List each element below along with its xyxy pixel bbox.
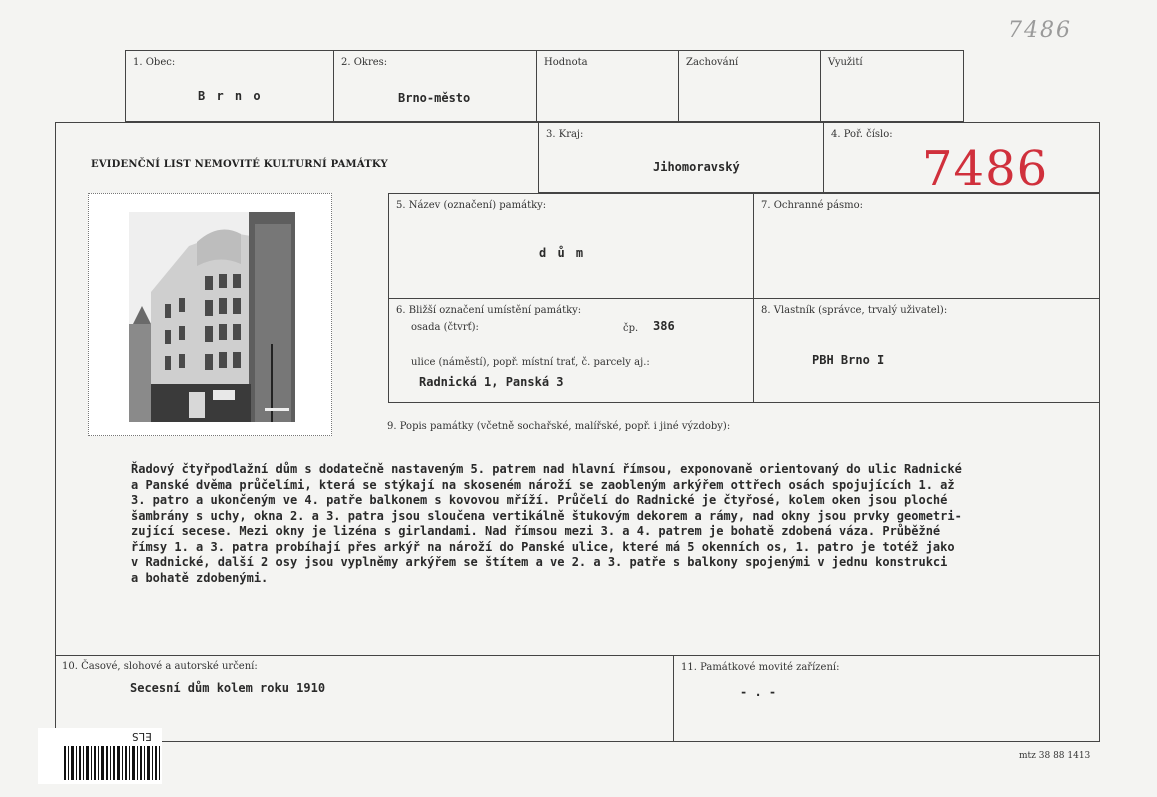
- popis-label: 9. Popis památky (včetně sochařské, malířské, popř. i jiné výzdoby):: [387, 421, 731, 432]
- hodnota-label: Hodnota: [544, 57, 588, 68]
- vlastnik-value: PBH Brno I: [812, 353, 885, 367]
- obec-value: B r n o: [198, 89, 263, 103]
- zachovani-label: Zachování: [686, 57, 739, 68]
- barcode-sticker: [38, 728, 162, 784]
- ochranne-pasmo-label: 7. Ochranné pásmo:: [761, 200, 864, 211]
- print-code: mtz 38 88 1413: [1019, 751, 1091, 761]
- cp-label: čp.: [623, 323, 639, 334]
- obec-label: 1. Obec:: [133, 57, 176, 68]
- field-vyuziti: [820, 50, 964, 122]
- field-umisteni: [388, 298, 754, 403]
- field-zachovani: [678, 50, 821, 122]
- field-okres: [333, 50, 537, 122]
- umisteni-label: 6. Bližší označení umístění památky:: [396, 305, 582, 316]
- field-por-cislo: [823, 122, 1100, 197]
- osada-label: osada (čtvrť):: [411, 322, 479, 333]
- vlastnik-label: 8. Vlastník (správce, trvalý uživatel):: [761, 305, 948, 316]
- vyuziti-label: Využití: [828, 57, 863, 68]
- popis-line: šambrány s uchy, okna 2. a 3. patra jsou sloučena vertikálně štukovým dekorem a rámy, nad okny jsou prvky geometri-: [131, 508, 962, 523]
- popis-line: a bohatě zdobenými.: [131, 570, 269, 585]
- ulice-label: ulice (náměstí), popř. místní trať, č. parcely aj.:: [411, 357, 650, 368]
- bottom-row-divider: [55, 655, 1100, 656]
- por-cislo-label: 4. Poř. číslo:: [831, 129, 893, 140]
- field-ochranne-pasmo: [753, 193, 1100, 299]
- ulice-value: Radnická 1, Panská 3: [419, 375, 564, 389]
- handwritten-number: 7486: [1008, 18, 1072, 43]
- popis-line: v Radnické, další 2 osy jsou vyplněmy arkýřem se štítem a ve 2. a 3. patře s balkony spojenými v jednu konstrukci: [131, 555, 948, 569]
- okres-label: 2. Okres:: [341, 57, 388, 68]
- zarizeni-label: 11. Památkové movité zařízení:: [681, 662, 840, 673]
- popis-line: a Panské dvěma průčelími, která se stýkají na skoseném nároží se zaobleným arkýřem ottřech osách spojujících 1. až: [131, 477, 955, 492]
- urceni-label: 10. Časové, slohové a autorské určení:: [62, 661, 258, 672]
- bottom-row-separator: [673, 655, 674, 742]
- zarizeni-value: - . -: [740, 685, 777, 699]
- field-vlastnik: [753, 298, 1100, 403]
- urceni-value: Secesní dům kolem roku 1910: [130, 681, 326, 695]
- kraj-value: Jihomoravský: [653, 160, 740, 174]
- popis-text: [131, 462, 962, 586]
- building-photo-image: [89, 194, 331, 435]
- popis-line: římsy 1. a 3. patra probíhají přes arkýř na nároží do Panské ulice, které má 5 okenních os, 1. patro je totéž jako: [131, 539, 955, 554]
- field-hodnota: [536, 50, 679, 122]
- por-cislo-value: 7486: [922, 141, 1049, 197]
- popis-line: zující secese. Mezi okny je lizéna s girlandami. Nad římsou mezi 3. a 4. patrem je bohatě zdobená váza. Průběžné: [131, 524, 941, 538]
- barcode-label: ELS: [132, 730, 152, 743]
- barcode-icon: [64, 746, 160, 780]
- okres-value: Brno-město: [398, 91, 471, 105]
- field-obec: [125, 50, 334, 122]
- popis-line: Řadový čtyřpodlažní dům s dodatečně nastaveným 5. patrem nad hlavní římsou, exponovaně orientovaný do ulic Radnické: [131, 462, 962, 476]
- popis-line: 3. patro a ukončeným ve 4. patře balkonem s kovovou mříží. Průčelí do Radnické je čtyřosé, kolem oken jsou ploché: [131, 493, 948, 507]
- building-photo: [88, 193, 332, 436]
- field-nazev: [388, 193, 754, 299]
- field-kraj: [538, 122, 824, 193]
- kraj-label: 3. Kraj:: [546, 129, 584, 140]
- nazev-label: 5. Název (označení) památky:: [396, 200, 547, 211]
- cp-value: 386: [653, 319, 675, 333]
- form-title: EVIDENČNÍ LIST NEMOVITÉ KULTURNÍ PAMÁTKY: [91, 159, 388, 170]
- nazev-value: d ů m: [539, 246, 586, 260]
